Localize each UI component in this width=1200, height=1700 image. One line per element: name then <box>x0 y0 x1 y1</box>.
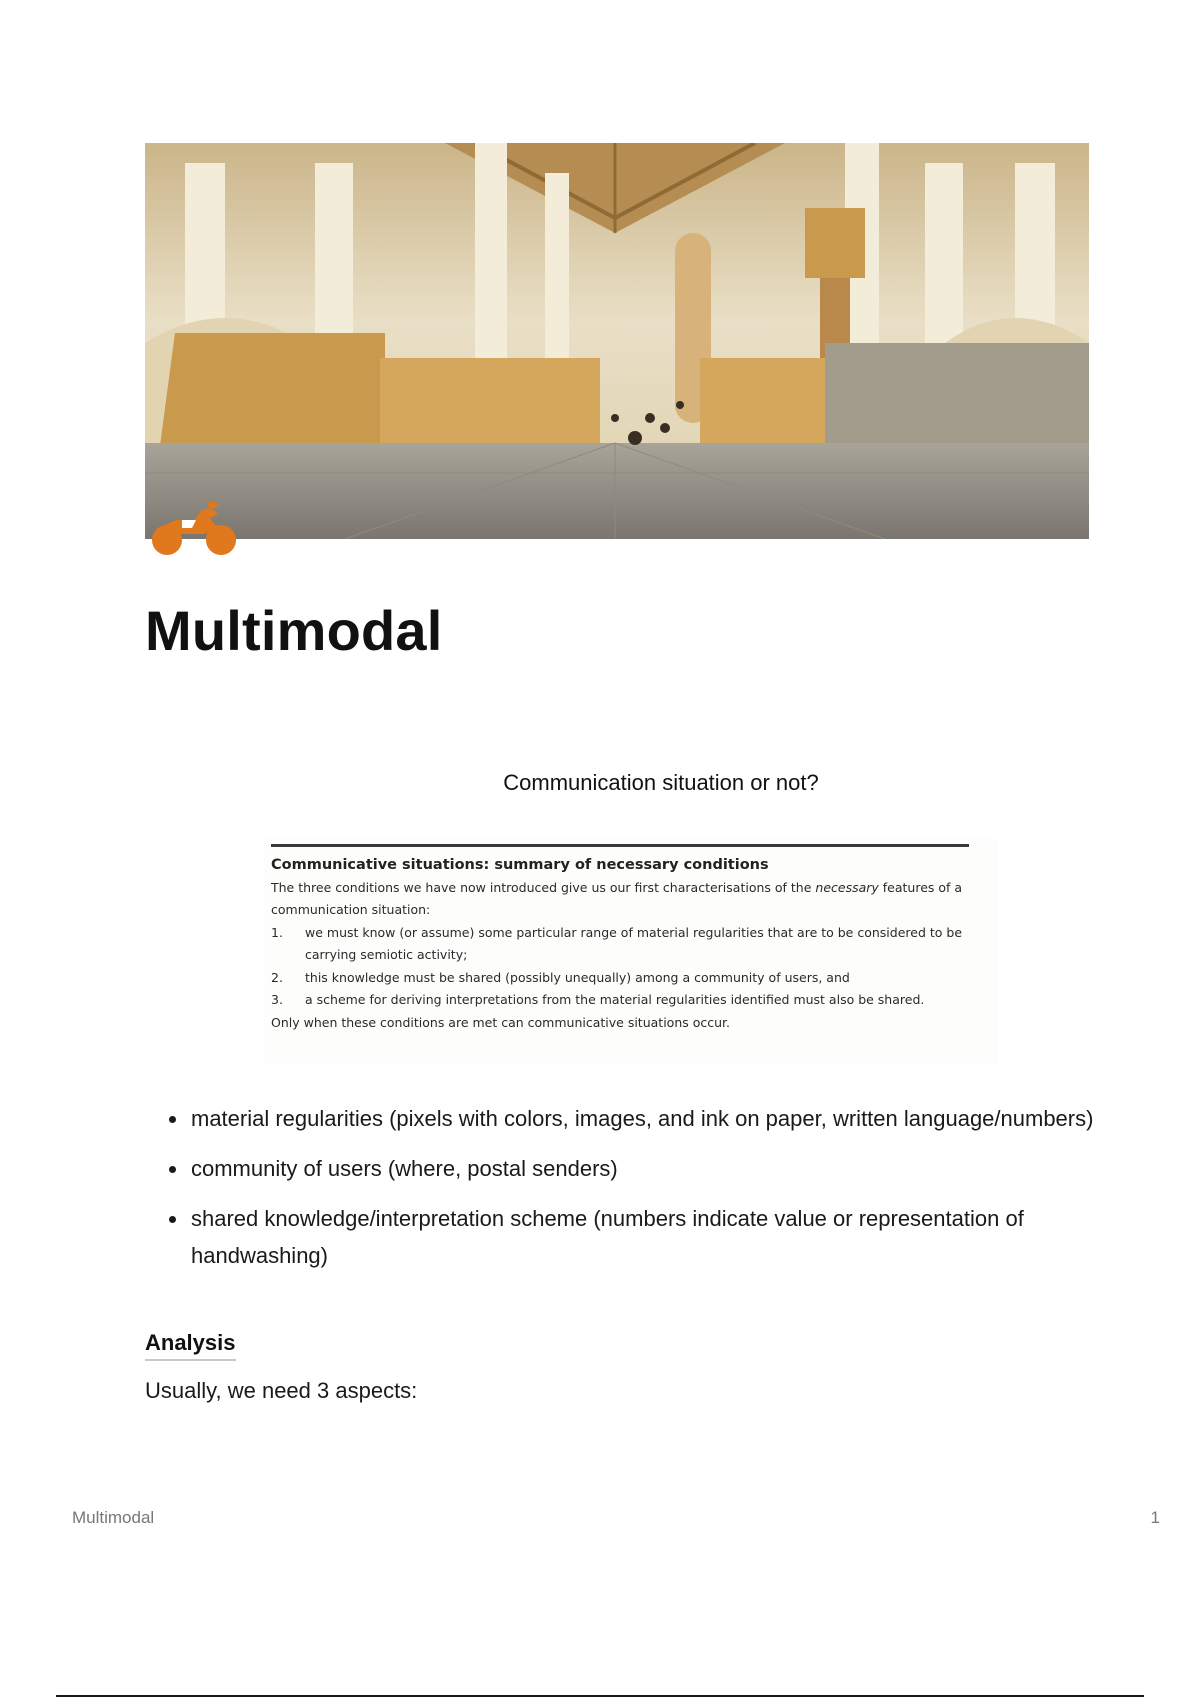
bullet-item: • community of users (where, postal senders) <box>189 1150 1129 1187</box>
bullet-item: • shared knowledge/interpretation scheme (numbers indicate value or representation of handwashing) <box>189 1200 1129 1274</box>
bottom-divider <box>56 1695 1144 1697</box>
figure-condition-number: 1. <box>271 924 283 940</box>
cover-image <box>145 143 1089 539</box>
bullet-item: • material regularities (pixels with colors, images, and ink on paper, written language/numbers) <box>189 1100 1129 1137</box>
conditions-figure <box>263 838 998 1064</box>
footer-page-number: 1 <box>1150 1508 1160 1527</box>
bullet-list <box>157 1100 1129 1287</box>
figure-condition-item <box>271 967 968 990</box>
figure-top-rule <box>271 844 969 847</box>
body-paragraph: Usually, we need 3 aspects: <box>145 1378 418 1403</box>
figure-intro-text: The three conditions we have now introduced give us our first characterisations of the <box>271 879 816 895</box>
figure-condition-number: 2. <box>271 969 283 985</box>
figure-text <box>271 854 968 1034</box>
figure-condition-text: a scheme for deriving interpretations from the material regularities identified must also be shared. <box>305 992 925 1007</box>
figure-intro <box>271 877 968 922</box>
figure-conditions-list <box>271 922 968 1012</box>
figure-closing: Only when these conditions are met can communicative situations occur. <box>271 1014 731 1030</box>
page-title: Multimodal <box>145 599 443 662</box>
church-interior-illustration <box>145 143 1089 539</box>
figure-condition-item <box>271 989 968 1012</box>
figure-condition-text: we must know (or assume) some particular range of material regularities that are to be considered to be carrying semiotic activity; <box>305 924 963 962</box>
figure-heading: Communicative situations: summary of necessary conditions <box>271 857 769 873</box>
motorcycle-icon[interactable] <box>148 498 240 560</box>
section-heading-analysis: Analysis <box>145 1329 236 1361</box>
figure-condition-number: 3. <box>271 992 283 1007</box>
figure-intro-text-end: features of a communication situation: <box>271 879 963 917</box>
figure-caption: Communication situation or not? <box>503 770 819 795</box>
footer-page-name: Multimodal <box>72 1508 155 1527</box>
figure-condition-item <box>271 922 968 967</box>
figure-intro-emphasis: necessary <box>815 879 879 895</box>
figure-condition-text: this knowledge must be shared (possibly unequally) among a community of users, and <box>305 969 850 985</box>
